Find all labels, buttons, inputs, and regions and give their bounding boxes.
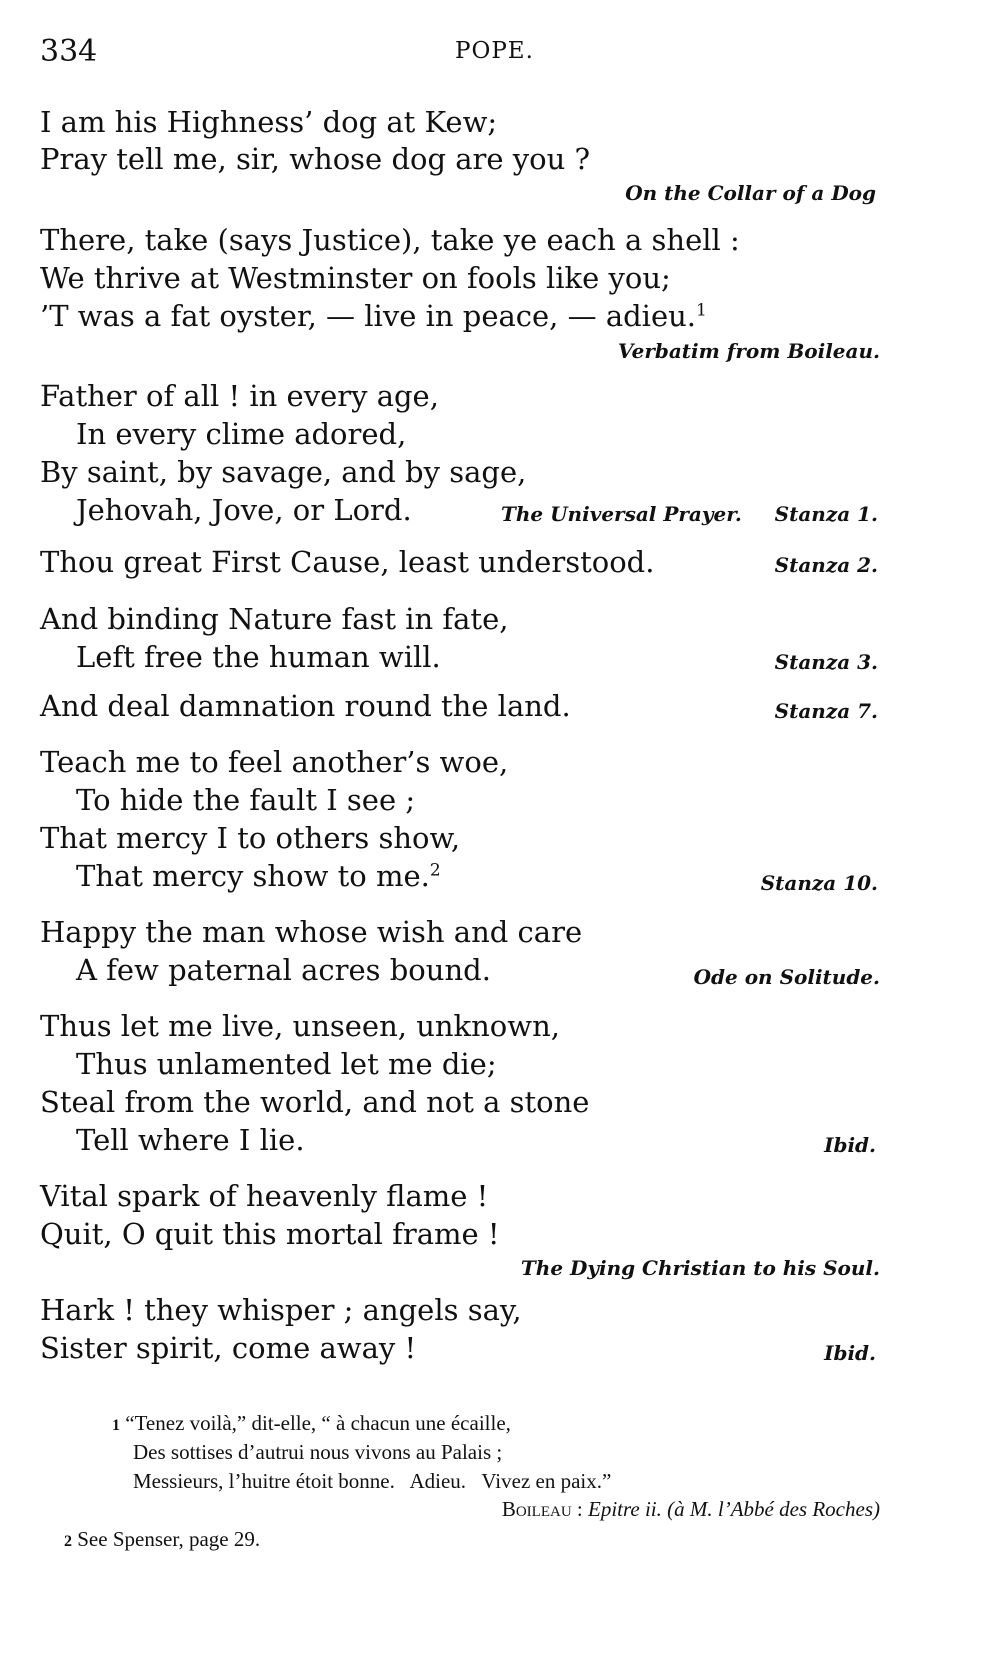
footnote-author: Boileau : xyxy=(501,1497,583,1521)
footnote-attribution xyxy=(502,1497,880,1522)
source-citation: The Dying Christian to his Soul. xyxy=(520,1256,880,1280)
verse-line: We thrive at Westminster on fools like you; xyxy=(40,261,671,295)
verse-line: Thus let me live, unseen, unknown, xyxy=(40,1009,560,1043)
footnote-marker: 1 xyxy=(696,300,707,321)
verse-line xyxy=(40,859,441,893)
verse-line: A few paternal acres bound. xyxy=(76,953,491,987)
footnote-2 xyxy=(64,1527,260,1552)
footnote-work: Epitre ii. (à M. l’Abbé des Roches) xyxy=(588,1497,880,1521)
verse-line: Pray tell me, sir, whose dog are you ? xyxy=(40,142,591,176)
verse-line: That mercy I to others show, xyxy=(40,821,461,855)
stanza-citation: Stanza 2. xyxy=(774,553,878,577)
verse-line: And binding Nature fast in fate, xyxy=(40,602,509,636)
verse-line: Father of all ! in every age, xyxy=(40,379,439,413)
verse-line: Thus unlamented let me die; xyxy=(76,1047,497,1081)
verse-line: By saint, by savage, and by sage, xyxy=(40,455,527,489)
verse-line: Sister spirit, come away ! xyxy=(40,1331,417,1365)
stanza-citation: Stanza 10. xyxy=(760,871,878,895)
verse-line: Happy the man whose wish and care xyxy=(40,915,583,949)
verse-line: I am his Highness’ dog at Kew; xyxy=(40,105,498,139)
verse-line xyxy=(40,299,707,333)
stanza-citation: Stanza 7. xyxy=(774,699,878,723)
footnote-number: 2 xyxy=(64,1533,72,1550)
source-citation: Verbatim from Boileau. xyxy=(617,339,880,363)
verse-line: To hide the fault I see ; xyxy=(76,783,416,817)
footnote-number: 1 xyxy=(112,1417,120,1434)
footnote-text: Des sottises d’autrui nous vivons au Palais ; xyxy=(133,1440,503,1464)
verse-line: Teach me to feel another’s woe, xyxy=(40,745,509,779)
verse-line: Jehovah, Jove, or Lord. xyxy=(76,493,412,527)
source-citation: On the Collar of a Dog xyxy=(625,181,876,205)
verse-line: And deal damnation round the land. xyxy=(40,689,571,723)
verse-line: Thou great First Cause, least understood. xyxy=(40,545,655,579)
verse-line: In every clime adored, xyxy=(76,417,407,451)
verse-line: Quit, O quit this mortal frame ! xyxy=(40,1217,500,1251)
footnote-text: See Spenser, page 29. xyxy=(77,1527,261,1551)
footnote-marker: 2 xyxy=(429,860,441,881)
footnote-text: “Tenez voilà,” dit-elle, “ à chacun une écaille, xyxy=(125,1411,511,1435)
footnote-1 xyxy=(112,1411,511,1436)
page-number: 334 xyxy=(40,34,98,69)
stanza-citation: Stanza 3. xyxy=(774,650,878,674)
running-head: POPE. xyxy=(455,38,534,64)
source-citation: Ode on Solitude. xyxy=(693,965,880,989)
verse-line: Left free the human will. xyxy=(76,640,441,674)
verse-line: There, take (says Justice), take ye each a shell : xyxy=(40,223,740,257)
verse-line: Tell where I lie. xyxy=(76,1123,305,1157)
verse-line: Steal from the world, and not a stone xyxy=(40,1085,590,1119)
verse-line: Hark ! they whisper ; angels say, xyxy=(40,1293,522,1327)
footnote-text: Messieurs, l’huitre étoit bonne. Adieu. Vivez en paix.” xyxy=(133,1469,612,1493)
verse-text: ’T was a fat oyster, — live in peace, — adieu. xyxy=(40,299,697,333)
source-citation: Ibid. xyxy=(824,1133,876,1157)
verse-line: Vital spark of heavenly flame ! xyxy=(40,1179,489,1213)
verse-text: That mercy show to me. xyxy=(76,859,430,893)
source-citation: The Universal Prayer. xyxy=(501,502,742,526)
source-citation: Ibid. xyxy=(824,1341,876,1365)
stanza-citation: Stanza 1. xyxy=(774,502,878,526)
